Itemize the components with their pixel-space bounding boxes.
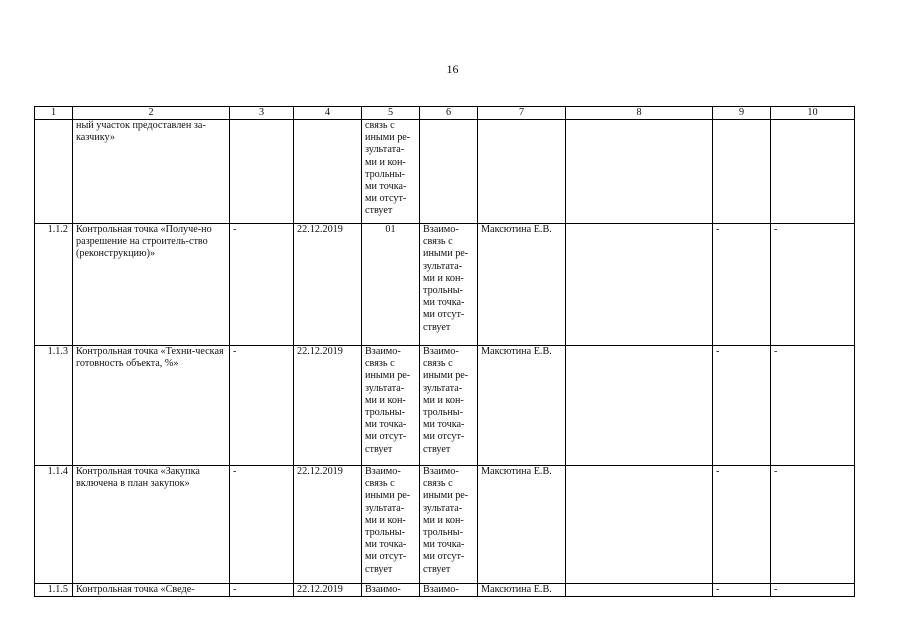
row-number: 1.1.3 [35,346,73,466]
date-cell: 22.12.2019 [294,346,362,466]
col3-cell: - [230,584,294,597]
col9-cell: - [713,466,771,584]
row-description: Контрольная точка «Сведе- [73,584,230,597]
responsible-cell: Максютина Е.В. [478,346,566,466]
responsible-cell: Максютина Е.В. [478,584,566,597]
col3-cell: - [230,224,294,346]
col3-cell: - [230,466,294,584]
col10-cell: - [771,466,855,584]
row-description: Контрольная точка «Техни-ческая готовность объекта, %» [73,346,230,466]
col6-cell: Взаимо-связь с иными ре-зультата-ми и кон-трольны-ми точка-ми отсут-ствует [420,466,478,584]
col8-cell [566,346,713,466]
table-row [35,224,855,346]
col10-cell [771,120,855,224]
col5-cell: связь с иными ре-зультата-ми и кон-трольны-ми точка-ми отсут-ствует [362,120,420,224]
table-row [35,120,855,224]
col9-cell: - [713,224,771,346]
col10-cell: - [771,584,855,597]
responsible-cell: Максютина Е.В. [478,466,566,584]
date-cell: 22.12.2019 [294,584,362,597]
row-description: Контрольная точка «Получе-но разрешение на строитель-ство (реконструкцию)» [73,224,230,346]
date-cell [294,120,362,224]
col8-cell [566,584,713,597]
header-cell: 3 [230,107,294,120]
row-description: Контрольная точка «Закупка включена в план закупок» [73,466,230,584]
col5-cell: Взаимо-связь с иными ре-зультата-ми и кон-трольны-ми точка-ми отсут-ствует [362,466,420,584]
col6-cell: Взаимо-связь с иными ре-зультата-ми и кон-трольны-ми точка-ми отсут-ствует [420,346,478,466]
col10-cell: - [771,224,855,346]
responsible-cell [478,120,566,224]
data-table [34,106,855,597]
col9-cell [713,120,771,224]
header-cell: 7 [478,107,566,120]
col9-cell: - [713,346,771,466]
date-cell: 22.12.2019 [294,224,362,346]
col10-cell: - [771,346,855,466]
page-number: 16 [446,62,459,76]
col6-cell: Взаимо- [420,584,478,597]
col8-cell [566,120,713,224]
col3-cell [230,120,294,224]
header-cell: 6 [420,107,478,120]
row-number: 1.1.4 [35,466,73,584]
header-cell: 5 [362,107,420,120]
header-cell: 2 [73,107,230,120]
col6-cell: Взаимо-связь с иными ре-зультата-ми и кон-трольны-ми точка-ми отсут-ствует [420,224,478,346]
col6-cell [420,120,478,224]
col8-cell [566,466,713,584]
header-cell: 8 [566,107,713,120]
col3-cell: - [230,346,294,466]
col5-cell: Взаимо-связь с иными ре-зультата-ми и кон-трольны-ми точка-ми отсут-ствует [362,346,420,466]
col8-cell [566,224,713,346]
row-number: 1.1.2 [35,224,73,346]
header-cell: 1 [35,107,73,120]
table-row [35,346,855,466]
col5-cell: 01 [362,224,420,346]
header-cell: 10 [771,107,855,120]
responsible-cell: Максютина Е.В. [478,224,566,346]
row-number: 1.1.5 [35,584,73,597]
date-cell: 22.12.2019 [294,466,362,584]
col5-cell: Взаимо- [362,584,420,597]
header-cell: 4 [294,107,362,120]
table-row [35,584,855,597]
header-row [35,107,855,120]
row-number [35,120,73,224]
header-cell: 9 [713,107,771,120]
table-row [35,466,855,584]
row-description: ный участок предоставлен за-казчику» [73,120,230,224]
col9-cell: - [713,584,771,597]
